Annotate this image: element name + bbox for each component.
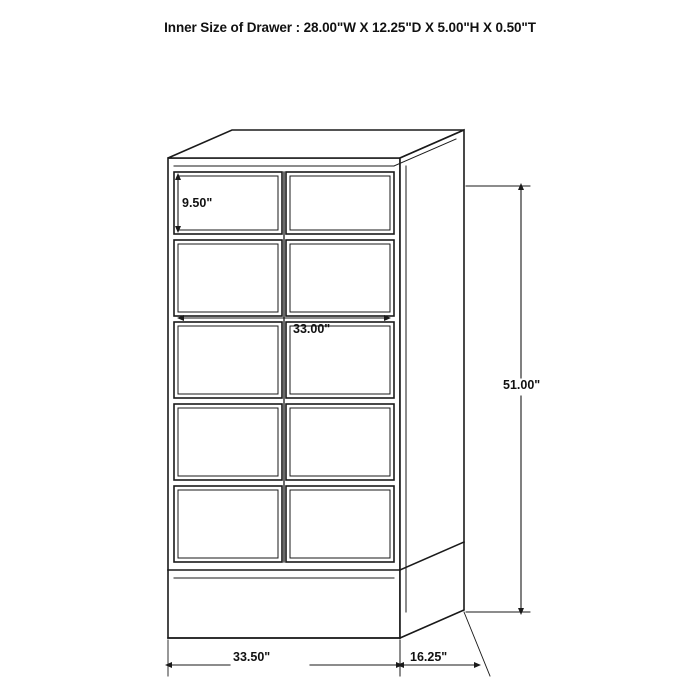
dimension-label-inner-width: 33.00" <box>293 322 331 336</box>
dimension-label-overall-height: 51.00" <box>503 378 541 392</box>
dim-overall-width <box>165 640 403 676</box>
dimension-label-overall-depth: 16.25" <box>410 650 448 664</box>
dimension-label-top-drawer-height: 9.50" <box>182 196 213 210</box>
dimension-label-overall-width: 33.50" <box>233 650 271 664</box>
page-title: Inner Size of Drawer : 28.00"W X 12.25"D X 5.00"H X 0.50"T <box>164 20 536 35</box>
cabinet-right-side <box>400 130 464 638</box>
dim-overall-height <box>466 183 530 615</box>
